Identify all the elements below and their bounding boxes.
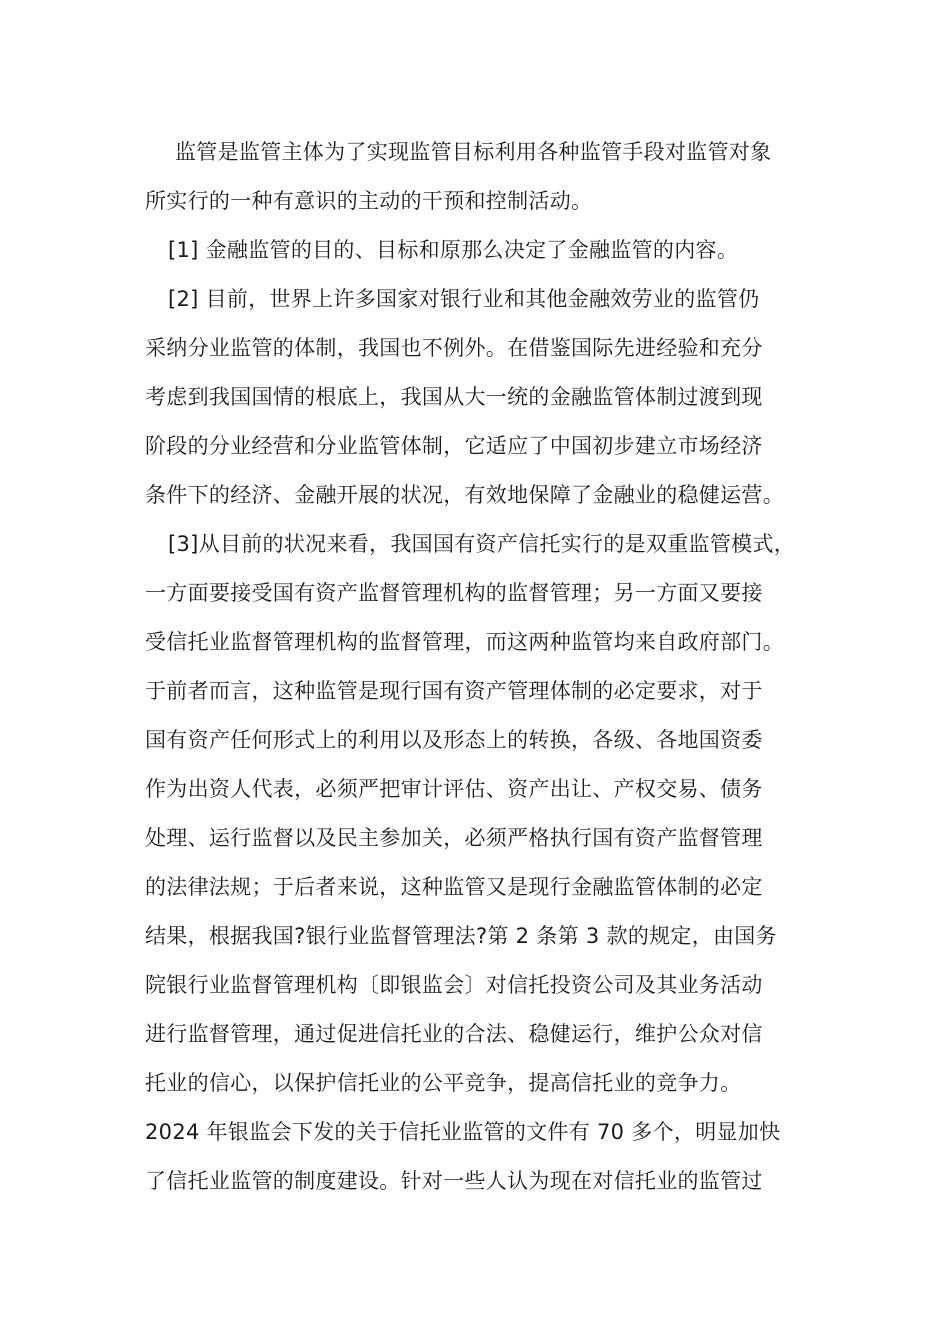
text-line: [3]从目前的状况来看，我国国有资产信托实行的是双重监管模式，	[168, 532, 796, 556]
text-line: 条件下的经济、金融开展的状况，有效地保障了金融业的稳健运营。	[145, 483, 784, 507]
text-line: 考虑到我国国情的根底上，我国从大一统的金融监管体制过渡到现	[145, 385, 763, 409]
text-line: 受信托业监督管理机构的监督管理，而这两种监管均来自政府部门。	[145, 630, 784, 654]
text-line: 2024 年银监会下发的关于信托业监管的文件有 70 多个，明显加快	[145, 1120, 781, 1144]
text-line: 所实行的一种有意识的主动的干预和控制活动。	[145, 189, 593, 213]
text-line: 了信托业监管的制度建设。针对一些人认为现在对信托业的监管过	[145, 1169, 763, 1193]
text-line: [2] 目前，世界上许多国家对银行业和其他金融效劳业的监管仍	[168, 287, 760, 311]
text-line: 进行监督管理，通过促进信托业的合法、稳健运行，维护公众对信	[145, 1022, 763, 1046]
text-line: 作为出资人代表，必须严把审计评估、资产出让、产权交易、债务	[145, 777, 763, 801]
text-line: 监管是监管主体为了实现监管目标利用各种监管手段对监管对象	[175, 140, 772, 164]
text-line: 结果，根据我国?银行业监督管理法?第 2 条第 3 款的规定，由国务	[145, 924, 777, 948]
text-line: 一方面要接受国有资产监督管理机构的监督管理；另一方面又要接	[145, 581, 763, 605]
text-line: 托业的信心，以保护信托业的公平竞争，提高信托业的竞争力。	[145, 1071, 742, 1095]
text-line: 院银行业监督管理机构〔即银监会〕对信托投资公司及其业务活动	[145, 973, 763, 997]
text-line: [1] 金融监管的目的、目标和原那么决定了金融监管的内容。	[168, 238, 739, 262]
text-line: 采纳分业监管的体制，我国也不例外。在借鉴国际先进经验和充分	[145, 336, 763, 360]
text-line: 的法律法规；于后者来说，这种监管又是现行金融监管体制的必定	[145, 875, 763, 899]
text-line: 国有资产任何形式上的利用以及形态上的转换，各级、各地国资委	[145, 728, 763, 752]
text-line: 阶段的分业经营和分业监管体制，它适应了中国初步建立市场经济	[145, 434, 763, 458]
text-line: 处理、运行监督以及民主参加关，必须严格执行国有资产监督管理	[145, 826, 763, 850]
text-line: 于前者而言，这种监管是现行国有资产管理体制的必定要求，对于	[145, 679, 763, 703]
